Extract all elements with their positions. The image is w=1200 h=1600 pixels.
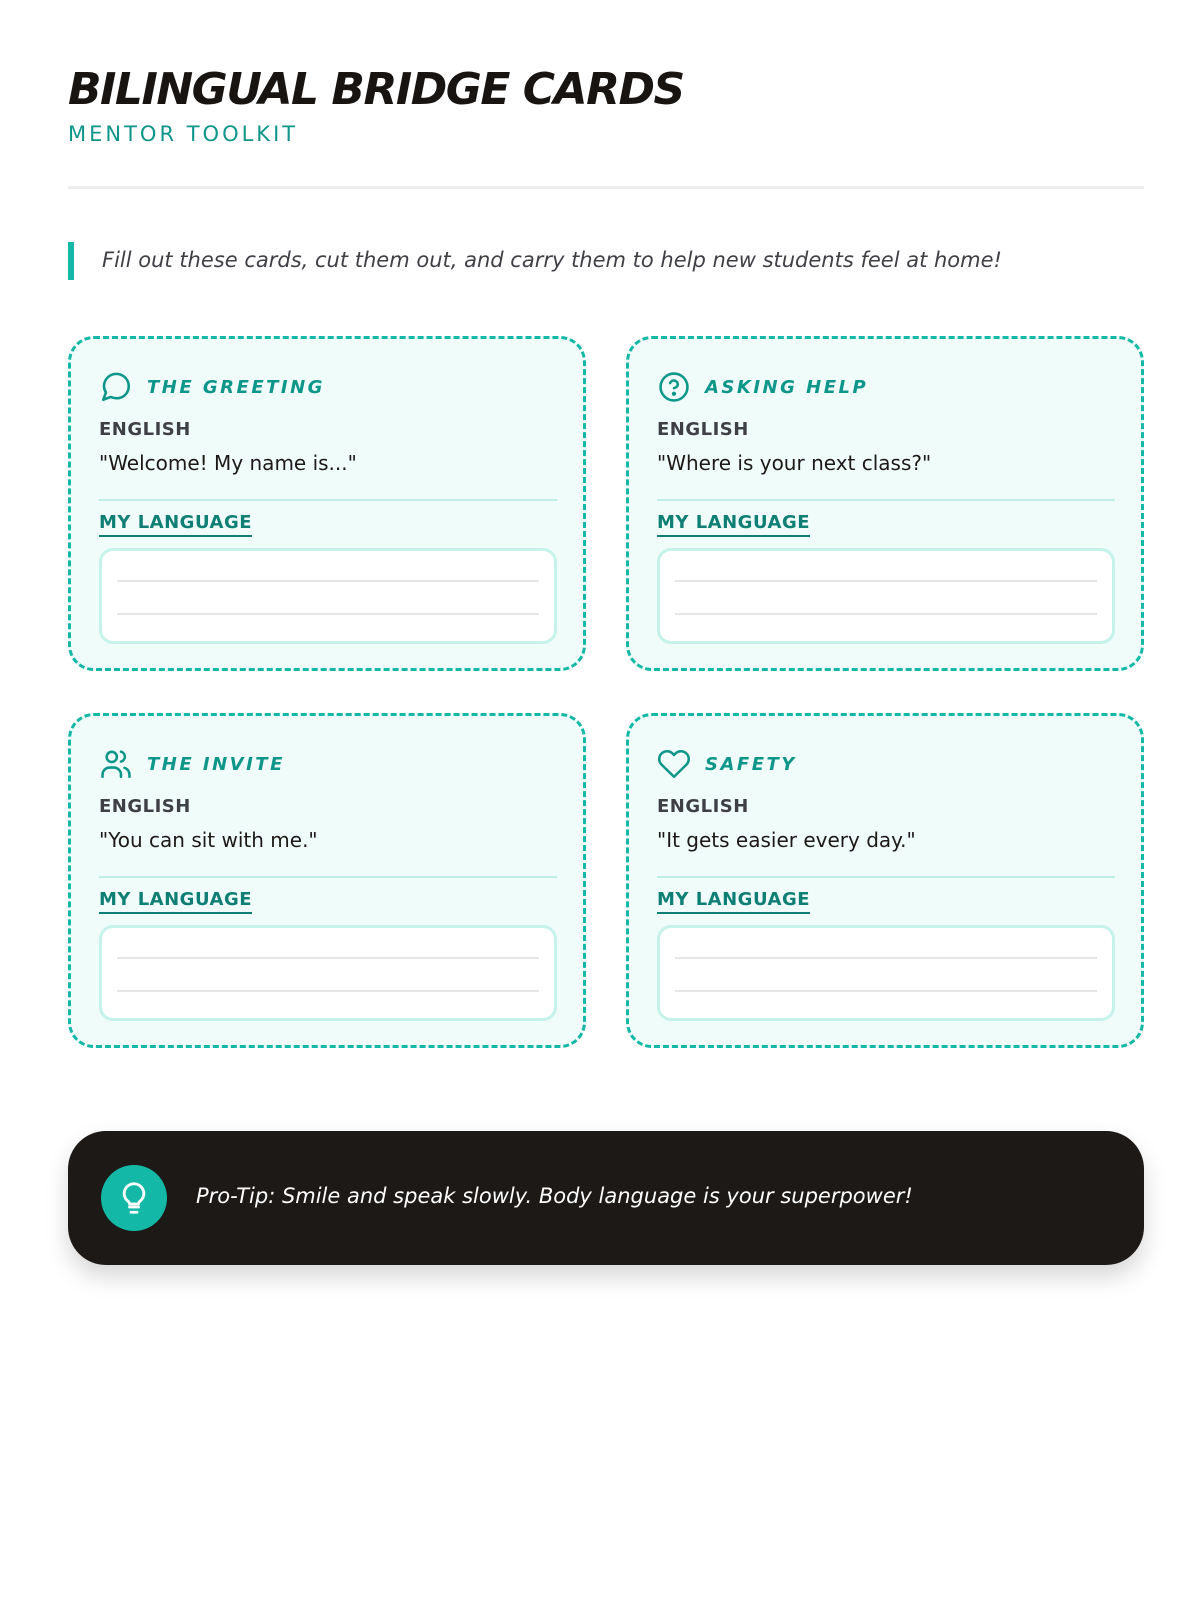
write-line: [675, 957, 1097, 959]
card-title: ASKING HELP: [705, 376, 869, 398]
card-header: [99, 746, 285, 782]
card-safety: [626, 713, 1144, 1048]
card-title: THE INVITE: [147, 753, 285, 775]
page-subtitle: MENTOR TOOLKIT: [68, 122, 299, 146]
english-phrase: "Where is your next class?": [657, 451, 932, 475]
card-header: [657, 746, 797, 782]
card-title: SAFETY: [705, 753, 797, 775]
my-language-label: MY LANGUAGE: [99, 889, 252, 914]
chat-bubble-icon: [99, 370, 133, 404]
english-phrase: "It gets easier every day.": [657, 828, 916, 852]
card-title: THE GREETING: [147, 376, 325, 398]
my-language-label: MY LANGUAGE: [99, 512, 252, 537]
users-icon: [99, 747, 133, 781]
page-title: BILINGUAL BRIDGE CARDS: [68, 64, 684, 115]
card-divider: [657, 876, 1115, 878]
header-divider: [68, 186, 1144, 189]
pro-tip-banner: [68, 1131, 1144, 1265]
question-circle-icon: [657, 370, 691, 404]
pro-tip-text: Pro-Tip: Smile and speak slowly. Body language is your superpower!: [196, 1184, 913, 1208]
translation-write-box[interactable]: [99, 925, 557, 1021]
card-greeting: [68, 336, 586, 671]
card-asking-help: [626, 336, 1144, 671]
lightbulb-icon: [101, 1165, 167, 1231]
intro-callout: Fill out these cards, cut them out, and carry them to help new students feel at home!: [68, 242, 1144, 280]
card-invite: [68, 713, 586, 1048]
english-label: ENGLISH: [99, 796, 191, 817]
translation-write-box[interactable]: [657, 925, 1115, 1021]
write-line: [675, 613, 1097, 615]
translation-write-box[interactable]: [657, 548, 1115, 644]
write-line: [117, 990, 539, 992]
card-header: [657, 369, 868, 405]
write-line: [675, 580, 1097, 582]
my-language-label: MY LANGUAGE: [657, 889, 810, 914]
heart-icon: [657, 747, 691, 781]
card-divider: [99, 499, 557, 501]
write-line: [117, 613, 539, 615]
english-phrase: "You can sit with me.": [99, 828, 318, 852]
translation-write-box[interactable]: [99, 548, 557, 644]
write-line: [117, 957, 539, 959]
english-label: ENGLISH: [99, 419, 191, 440]
english-label: ENGLISH: [657, 796, 749, 817]
card-divider: [99, 876, 557, 878]
card-header: [99, 369, 325, 405]
english-phrase: "Welcome! My name is...": [99, 451, 357, 475]
card-divider: [657, 499, 1115, 501]
english-label: ENGLISH: [657, 419, 749, 440]
write-line: [675, 990, 1097, 992]
page-header: [68, 62, 1144, 148]
write-line: [117, 580, 539, 582]
my-language-label: MY LANGUAGE: [657, 512, 810, 537]
